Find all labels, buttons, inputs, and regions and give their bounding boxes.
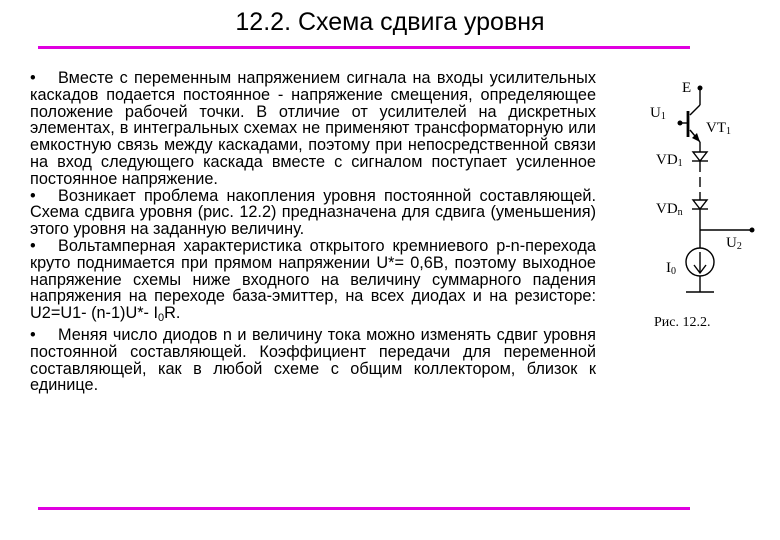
paragraph-2	[30, 188, 596, 238]
paragraph-4	[30, 327, 596, 394]
paragraph-3-text: Вольтамперная характеристика открытого кремниевого p-n-перехода круто поднимается при прямом напряжении U*= 0,6В, поэтому выходное напряжение схемы ниже входного на величину суммарного падения напряжения на переходе база-эмиттер, на всех диодах и на резисторе: U2=U1- (n-1)U*- I	[30, 236, 596, 323]
label-U2: U2	[726, 235, 742, 252]
label-VT1: VT1	[706, 120, 731, 137]
figure-caption: Рис. 12.2.	[654, 315, 711, 330]
body-text	[30, 70, 596, 394]
diode-vd1	[693, 152, 707, 161]
bullet: •	[30, 69, 36, 87]
label-VD1: VD1	[656, 152, 683, 169]
label-VDn: VDn	[656, 201, 683, 218]
diode-vdn	[693, 200, 707, 209]
output-terminal	[750, 228, 755, 233]
bullet: •	[30, 236, 36, 255]
subscript-zero: 0	[158, 312, 165, 325]
title-divider	[38, 46, 690, 49]
bullet: •	[30, 186, 36, 205]
footer-divider	[38, 507, 690, 510]
level-shift-circuit-diagram	[630, 60, 780, 340]
paragraph-4-text: Меняя число диодов n и величину тока можно изменять сдвиг уровня постоянной составляющей. Коэффициент передачи для переменной составляющей, как в любой схеме с общим коллектором, близок к единице.	[30, 325, 596, 395]
label-U1: U1	[650, 105, 666, 122]
label-E: E	[682, 80, 692, 96]
paragraph-1-text: Вместе с переменным напряжением сигнала на входы усилительных каскадов подается постоянное - напряжение смещения, определяющее положение рабочей точки. В отличие от усилителей на дискретных элементах, в интегральных схемах не применяют трансформаторную или емкостную связь между каскадами, поэтому при непосредственной связи на вход следующего каскада вместе с сигналом поступает усиленное постоянное напряжение.	[30, 69, 596, 188]
paragraph-3-text-end: R.	[164, 304, 181, 323]
paragraph-1	[30, 70, 596, 188]
label-I0: I0	[666, 260, 676, 277]
paragraph-2-text: Возникает проблема накопления уровня постоянной составляющей. Схема сдвига уровня (рис. 12.2) предназначена для сдвига (уменьшения) этого уровня на заданную величину.	[30, 186, 596, 239]
slide-title: 12.2. Схема сдвига уровня	[235, 8, 545, 36]
bullet: •	[30, 325, 36, 344]
paragraph-3	[30, 238, 596, 327]
transistor-collector	[690, 105, 700, 115]
